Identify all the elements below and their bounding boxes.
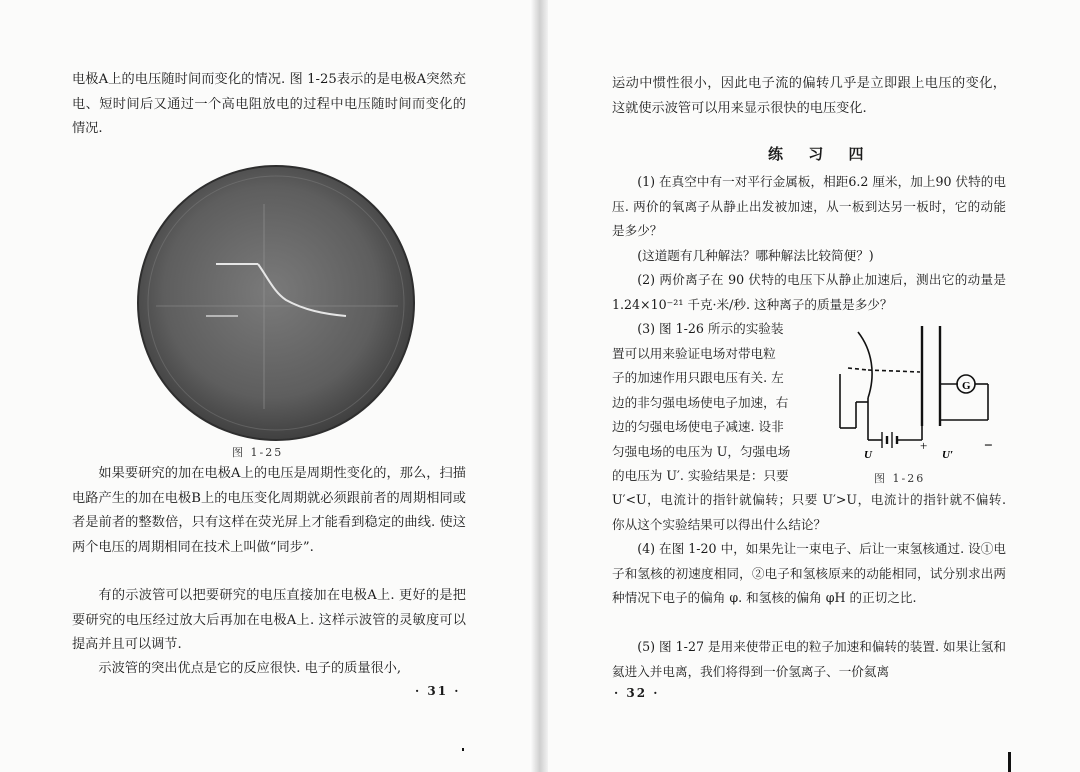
figure-1-26-circuit-diagram (824, 318, 1004, 474)
question-1: (1) 在真空中有一对平行金属板，相距6.2 厘米，加上90 伏特的电压. 两价的氧离子从静止出发被加速，从一板到达另一板时，它的动能是多少？ (612, 174, 1006, 238)
question-3-line: 置可以用来验证电场对带电粒 (612, 345, 776, 361)
left-page-number: · 31 · (415, 684, 461, 698)
plus-sign: + (920, 438, 928, 453)
question-3-continued: U′<U，电流计的指针就偏转；只要 U′>U，电流计的指针就不偏转. 你从这个实验结果可以得出什么结论？ (612, 492, 1006, 532)
question-1-note: (这道题有几种解法？哪种解法比较简便？) (637, 248, 874, 263)
question-3-line: 边的非匀强电场使电子加速，右 (612, 394, 789, 410)
question-3-line: 子的加速作用只跟电压有关. 左 (612, 370, 784, 385)
left-paragraph-3: 有的示波管可以把要研究的电压直接加在电极A上. 更好的是把要研究的电压经过放大后再加在电极A上. 这样示波管的灵敏度可以提高并且可以调节. (72, 588, 466, 652)
scan-speck (462, 748, 464, 751)
electron-beam-path (848, 368, 868, 370)
right-page-number: · 32 · (614, 686, 660, 700)
voltage-u-label: U (864, 449, 872, 461)
question-3-line: (3) 图 1-26 所示的实验装 (637, 321, 784, 336)
question-3-wrapped (612, 317, 824, 489)
exercise-heading: 练 习 四 (768, 145, 874, 163)
left-paragraph-2: 如果要研究的加在电极A上的电压是周期性变化的，那么，扫描电路产生的加在电极B上的电压变化周期就必须跟前者的周期相同或者是前者的整数倍，只有这样在荧光屏上才能看到稳定的曲线. 使这两个电压的周期相同在技术上叫做“同步”. (72, 466, 466, 555)
figure-1-25-caption: 图 1-25 (232, 446, 284, 459)
left-paragraph-4: 示波管的突出优点是它的反应很快. 电子的质量很小, (98, 661, 402, 676)
question-3-line: 的电压为 U′. 实验结果是：只要 (612, 468, 789, 483)
minus-sign: − (984, 438, 993, 454)
curved-electrode (858, 332, 872, 398)
question-4: (4) 在图 1-20 中，如果先让一束电子、后让一束氢核通过. 设①电子和氢核的初速度相同，②电子和氢核原来的动能相同，试分别求出两种情况下电子的偏角 φ. 和氢核的偏角 φH 的正切之比. (612, 541, 1006, 605)
oscilloscope-screen-photo (136, 164, 416, 442)
right-paragraph-1: 运动中惯性很小，因此电子流的偏转几乎是立即跟上电压的变化，这就使示波管可以用来显示很快的电压变化. (612, 76, 1006, 116)
left-paragraph-1: 电极A上的电压随时间而变化的情况. 图 1-25表示的是电极A突然充电、短时间后又通过一个高电阻放电的过程中电压随时间而变化的情况. (72, 72, 466, 136)
left-page (0, 0, 530, 772)
voltage-u-prime-label: U′ (942, 449, 954, 461)
figure-1-26-caption: 图 1-26 (874, 472, 926, 485)
galvanometer-label: G (962, 380, 971, 392)
scan-edge-mark (1008, 752, 1011, 772)
question-3-line: 边的匀强电场使电子减速. 设非 (612, 419, 784, 434)
question-3-line: 匀强电场的电压为 U，匀强电场 (612, 443, 791, 459)
question-5: (5) 图 1-27 是用来使带正电的粒子加速和偏转的装置. 如果让氢和氦进入并电离，我们将得到一价氢离子、一价氦离 (612, 639, 1006, 679)
book-gutter (530, 0, 548, 772)
question-2: (2) 两价离子在 90 伏特的电压下从静止加速后，测出它的动量是 1.24×10⁻²¹ 千克·米/秒. 这种离子的质量是多少？ (612, 272, 1006, 312)
